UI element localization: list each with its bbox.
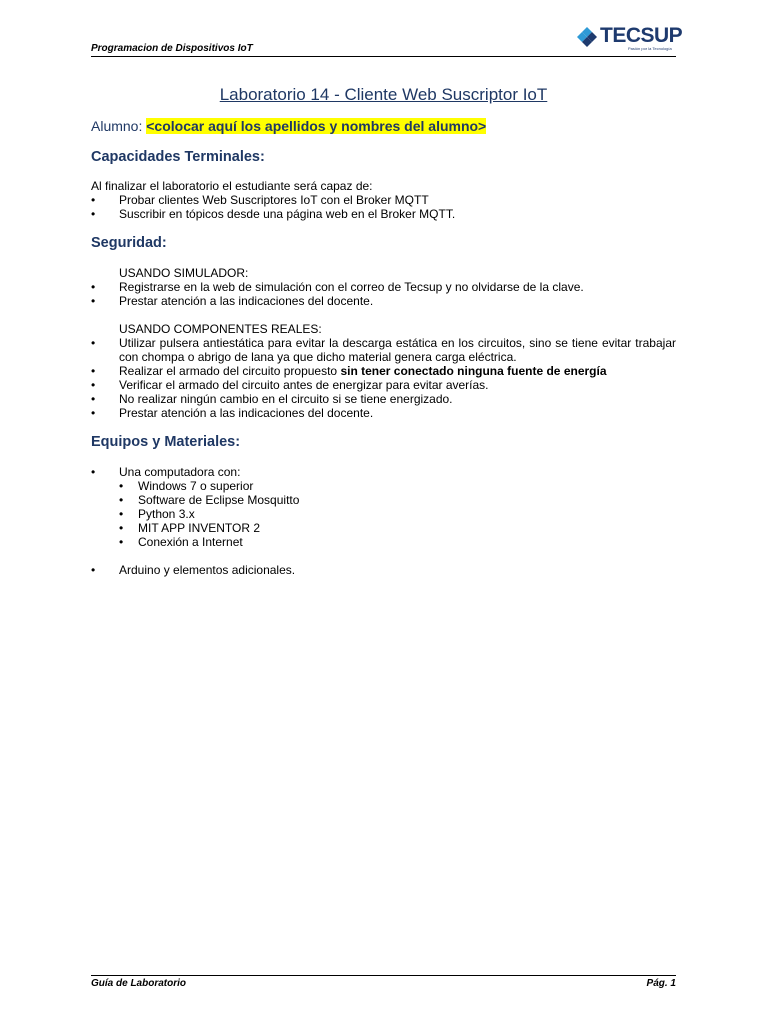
- course-title: Programacion de Dispositivos IoT: [91, 43, 253, 54]
- equipos-heading: Equipos y Materiales:: [91, 434, 241, 450]
- list-item: • Prestar atención a las indicaciones del docente.: [91, 406, 676, 420]
- list-item-text: Realizar el armado del circuito propuesto: [119, 364, 341, 378]
- capacidades-heading: Capacidades Terminales:: [91, 149, 265, 165]
- list-item: • Registrarse en la web de simulación con el correo de Tecsup y no olvidarse de la clave.: [91, 280, 676, 294]
- list-item: • Verificar el armado del circuito antes de energizar para evitar averías.: [91, 378, 676, 392]
- logo-wordmark: TECSUP: [600, 24, 683, 47]
- reales-label: USANDO COMPONENTES REALES:: [119, 322, 322, 336]
- list-item: • No realizar ningún cambio en el circuito si se tiene energizado.: [91, 392, 676, 406]
- simulador-label: USANDO SIMULADOR:: [119, 266, 249, 280]
- list-item-bold-text: sin tener conectado ninguna fuente de energía: [340, 364, 607, 378]
- capacidades-intro: Al finalizar el laboratorio el estudiante será capaz de:: [91, 179, 373, 193]
- reales-list: [91, 336, 676, 420]
- list-item: • MIT APP INVENTOR 2: [119, 521, 676, 535]
- list-item: • Utilizar pulsera antiestática para evitar la descarga estática en los circuitos, sino se tiene evitar trabajar con chompa o abrigo de lana ya que dicho material genera carga eléctrica.: [91, 336, 676, 364]
- student-name-placeholder: <colocar aquí los apellidos y nombres del alumno>: [146, 118, 487, 134]
- list-item: [91, 364, 676, 378]
- footer-guide-label: Guía de Laboratorio: [91, 978, 187, 989]
- list-item: • Python 3.x: [119, 507, 676, 521]
- student-label: Alumno:: [91, 118, 143, 134]
- student-line: [91, 118, 486, 134]
- list-item: • Probar clientes Web Suscriptores IoT con el Broker MQTT: [91, 193, 676, 207]
- list-item: • Prestar atención a las indicaciones del docente.: [91, 294, 676, 308]
- list-item: • Arduino y elementos adicionales.: [91, 563, 676, 577]
- list-item: • Suscribir en tópicos desde una página web en el Broker MQTT.: [91, 207, 676, 221]
- list-item: • Windows 7 o superior: [119, 479, 676, 493]
- equipos-list: [91, 465, 676, 479]
- logo-tagline: Pasión por la Tecnología: [628, 46, 672, 51]
- page-number: Pág. 1: [646, 978, 676, 989]
- list-item: • Conexión a Internet: [119, 535, 676, 549]
- simulador-list: [91, 280, 676, 308]
- tecsup-logo-icon: [576, 26, 598, 48]
- page-header: [91, 22, 683, 57]
- page-footer: [91, 975, 676, 989]
- tecsup-logo: [576, 24, 683, 52]
- page-title: Laboratorio 14 - Cliente Web Suscriptor IoT: [219, 85, 548, 104]
- equipos-extra-list: [91, 563, 676, 577]
- list-item: • Una computadora con:: [91, 465, 676, 479]
- capacidades-list: [91, 193, 676, 221]
- list-item: • Software de Eclipse Mosquitto: [119, 493, 676, 507]
- computer-sublist: [119, 479, 676, 549]
- seguridad-heading: Seguridad:: [91, 235, 167, 251]
